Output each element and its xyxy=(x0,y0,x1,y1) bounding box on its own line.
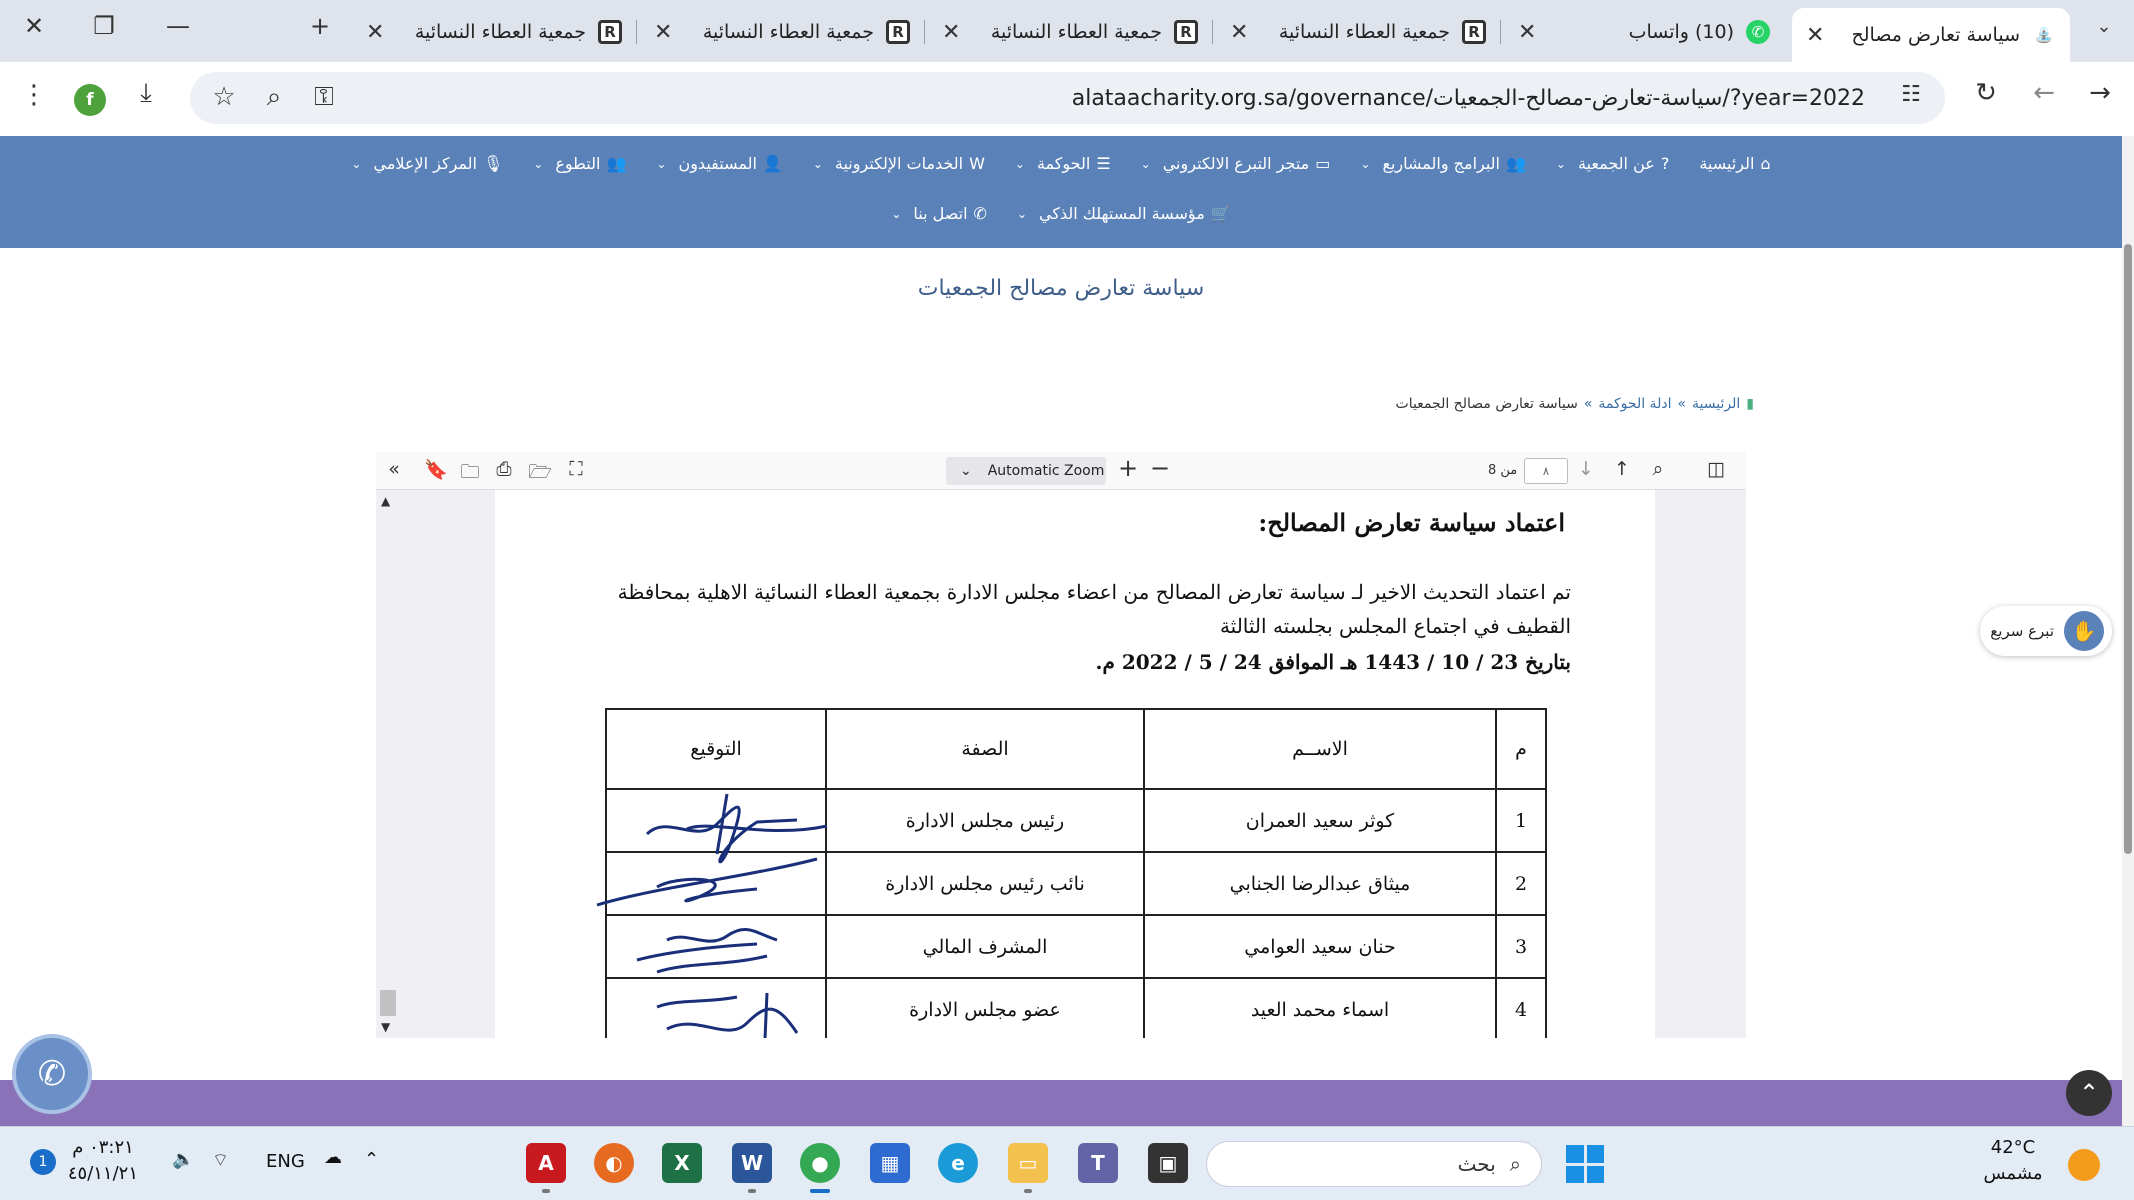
header-signature: التوقيع xyxy=(606,709,826,789)
tab-close-icon[interactable]: ✕ xyxy=(1806,22,1825,48)
row-signature xyxy=(606,978,826,1038)
r-icon: R xyxy=(1174,20,1198,44)
row-name: حنان سعيد العوامي xyxy=(1144,915,1496,978)
nav-item-home[interactable] xyxy=(1699,154,1770,173)
document-paragraph-line-1: تم اعتماد التحديث الاخير لـ سياسة تعارض المصالح من اعضاء مجلس الادارة بجمعية العطاء النسائية الاهلية بمحافظة xyxy=(617,580,1571,604)
users-icon: 👥 xyxy=(1505,154,1526,173)
print-icon[interactable]: ⎙ xyxy=(496,458,512,480)
excel-icon[interactable]: X xyxy=(662,1143,702,1183)
page-scroll-thumb[interactable] xyxy=(2124,244,2132,854)
group-icon: 👥 xyxy=(606,154,627,173)
r-icon: R xyxy=(886,20,910,44)
tab-divider xyxy=(1212,20,1213,44)
chevron-down-icon: ⌄ xyxy=(960,463,972,479)
zoom-value: Automatic Zoom xyxy=(987,463,1105,479)
tab-divider xyxy=(636,20,637,44)
tab-title: جمعية العطاء النسائية xyxy=(990,21,1162,43)
tab-close-icon[interactable]: ✕ xyxy=(1230,19,1249,45)
tab-title: جمعية العطاء النسائية xyxy=(414,21,586,43)
page-count: من 8 xyxy=(1488,463,1518,478)
row-number: 2 xyxy=(1496,852,1546,915)
open-file-icon[interactable]: 🗀 xyxy=(460,461,480,483)
tab-whatsapp[interactable] xyxy=(1504,8,1784,56)
document-paragraph-line-2: القطيف في اجتماع المجلس بجلسته الثالثة xyxy=(1219,614,1571,638)
windows-taskbar xyxy=(0,1126,2134,1200)
list-icon: ☰ xyxy=(1096,154,1111,173)
table-row xyxy=(606,915,1546,978)
phone-icon: ✆ xyxy=(973,204,987,223)
tab-close-icon[interactable]: ✕ xyxy=(1518,19,1537,45)
row-name: كوثر سعيد العمران xyxy=(1144,789,1496,852)
next-page-icon[interactable]: ↓ xyxy=(1578,458,1594,480)
row-signature xyxy=(606,915,826,978)
table-row xyxy=(606,852,1546,915)
page-title: سياسة تعارض مصالح الجمعيات xyxy=(917,276,1205,301)
breadcrumb-governance[interactable]: ادلة الحوكمة xyxy=(1598,396,1672,412)
browser-tab-strip xyxy=(0,0,2134,62)
cart-icon: 🛒 xyxy=(1210,204,1231,223)
acrobat-icon[interactable]: A xyxy=(526,1143,566,1183)
tab-title: جمعية العطاء النسائية xyxy=(1278,21,1450,43)
clock-time[interactable]: ٠٣:٢١ م xyxy=(72,1137,134,1158)
donate-hand-icon: ✋ xyxy=(2064,611,2104,651)
scroll-thumb[interactable] xyxy=(380,990,396,1016)
nav-item-users[interactable] xyxy=(1360,154,1526,173)
breadcrumb xyxy=(1396,396,1754,412)
chevron-up-icon: ⌃ xyxy=(2078,1079,2100,1107)
zoom-select[interactable] xyxy=(946,457,1106,485)
signature-table xyxy=(605,708,1547,1038)
pdf-viewer xyxy=(376,452,1746,1038)
wifi-icon[interactable]: ⌔ xyxy=(212,1150,229,1171)
language-indicator[interactable]: ENG xyxy=(266,1151,305,1172)
tab-3[interactable] xyxy=(640,8,924,56)
notification-badge[interactable]: 1 xyxy=(30,1149,56,1175)
nav-item-label: الرئيسية xyxy=(1699,154,1755,173)
zoom-in-icon[interactable]: + xyxy=(1117,454,1139,482)
cloud-icon[interactable]: ☁ xyxy=(324,1147,342,1168)
table-row xyxy=(606,978,1546,1038)
card-icon: ▭ xyxy=(1315,154,1331,173)
nav-item-list[interactable] xyxy=(1015,154,1111,173)
nav-item-card[interactable] xyxy=(1141,154,1331,173)
row-signature xyxy=(606,852,826,915)
tab-2[interactable] xyxy=(928,8,1212,56)
site-navigation xyxy=(0,136,2122,248)
table-row xyxy=(606,789,1546,852)
tab-search-chevron-icon[interactable]: ⌄ xyxy=(2096,16,2112,37)
download-icon[interactable]: ⤓ xyxy=(140,78,152,108)
nav-item-label: عن الجمعية xyxy=(1577,154,1655,173)
chevron-down-icon: ⌄ xyxy=(533,156,544,171)
row-name: اسماء محمد العيد xyxy=(1144,978,1496,1038)
nav-item-label: الحوكمة xyxy=(1036,154,1091,173)
tab-title: سياسة تعارض مصالح xyxy=(1851,24,2020,46)
user-icon: 👤 xyxy=(762,154,783,173)
password-key-icon[interactable]: ⚿ xyxy=(314,82,334,112)
windows-start-icon[interactable] xyxy=(1566,1145,1604,1183)
chevron-down-icon: ⌄ xyxy=(1555,156,1566,171)
tab-close-icon[interactable]: ✕ xyxy=(654,19,673,45)
previous-page-icon[interactable]: ↑ xyxy=(1614,458,1630,480)
scroll-down-icon[interactable]: ▼ xyxy=(381,1020,391,1034)
nav-row-2 xyxy=(0,204,2122,223)
volume-icon[interactable]: 🔈 xyxy=(172,1149,195,1170)
running-indicator xyxy=(1024,1189,1032,1193)
nav-row-1 xyxy=(0,154,2122,173)
running-indicator xyxy=(810,1189,830,1193)
mic-icon: 🎙 xyxy=(482,154,504,173)
footer-band xyxy=(0,1080,2122,1126)
document-heading: اعتماد سياسة تعارض المصالح: xyxy=(1258,508,1565,537)
nav-item-group[interactable] xyxy=(533,154,626,173)
r-icon: R xyxy=(1462,20,1486,44)
breadcrumb-separator-icon: » xyxy=(1677,396,1687,412)
document-date-line: بتاريخ 23 / 10 / 1443 هـ الموافق 24 / 5 / 2022 م. xyxy=(1095,650,1571,674)
clock-date[interactable]: ٤٥/١١/٢١ xyxy=(67,1163,138,1184)
row-number: 4 xyxy=(1496,978,1546,1038)
handwritten-signature xyxy=(597,973,837,1038)
nav-item-user[interactable] xyxy=(656,154,782,173)
tab-active[interactable] xyxy=(1792,8,2070,62)
zoom-icon[interactable]: ⌕ xyxy=(266,82,282,112)
chevron-down-icon: ⌄ xyxy=(1360,156,1371,171)
tab-title: (10) واتساب xyxy=(1628,21,1734,43)
new-tab-icon[interactable]: + xyxy=(309,12,331,40)
window-restore-icon[interactable]: ❐ xyxy=(93,12,115,40)
breadcrumb-home[interactable]: الرئيسية xyxy=(1692,396,1741,412)
whatsapp-icon: ✆ xyxy=(37,1054,67,1094)
page-scrollbar[interactable] xyxy=(2122,136,2134,1126)
menu-kebab-icon[interactable]: ⋮ xyxy=(21,80,47,110)
profile-avatar[interactable]: f xyxy=(74,84,106,116)
running-indicator xyxy=(748,1189,756,1193)
scroll-up-icon[interactable]: ▲ xyxy=(381,494,391,508)
row-role: المشرف المالي xyxy=(826,915,1144,978)
chrome-icon[interactable]: ● xyxy=(800,1143,840,1183)
row-number: 3 xyxy=(1496,915,1546,978)
site-settings-icon[interactable]: ☷ xyxy=(1901,82,1921,107)
teams-icon[interactable]: T xyxy=(1078,1143,1118,1183)
chevron-down-icon: ⌄ xyxy=(812,156,823,171)
window-close-icon[interactable]: ✕ xyxy=(23,12,45,40)
chevron-down-icon: ⌄ xyxy=(351,156,362,171)
tab-4[interactable] xyxy=(352,8,636,56)
scroll-to-top-button[interactable] xyxy=(2066,1070,2112,1116)
window-minimize-icon[interactable]: — xyxy=(166,12,190,40)
presentation-icon[interactable]: ⛶ xyxy=(569,458,583,480)
running-indicator xyxy=(542,1189,550,1193)
nav-item-phone[interactable] xyxy=(891,204,987,223)
chevron-down-icon: ⌄ xyxy=(1016,206,1027,221)
task-view-icon[interactable]: ▣ xyxy=(1148,1143,1188,1183)
nav-item-mic[interactable] xyxy=(351,154,503,173)
quick-donate-button[interactable] xyxy=(1980,606,2112,656)
chevron-down-icon: ⌄ xyxy=(1014,156,1025,171)
search-icon: ⌕ xyxy=(1509,1152,1521,1176)
r-icon: R xyxy=(598,20,622,44)
header-name: الاســم xyxy=(1144,709,1496,789)
nav-item-label: البرامج والمشاريع xyxy=(1382,154,1500,173)
tools-expand-icon[interactable]: « xyxy=(388,458,400,480)
sun-icon[interactable] xyxy=(2068,1149,2100,1181)
whatsapp-icon: ✆ xyxy=(1746,20,1770,44)
tab-close-icon[interactable]: ✕ xyxy=(942,19,961,45)
tray-chevron-up-icon[interactable]: ⌃ xyxy=(364,1149,380,1170)
row-role: نائب رئيس مجلس الادارة xyxy=(826,852,1144,915)
nav-item-label: الخدمات الإلكترونية xyxy=(834,154,964,173)
nav-item-label: اتصل بنا xyxy=(913,204,968,223)
word-icon[interactable]: W xyxy=(732,1143,772,1183)
home-icon: ⌂ xyxy=(1760,154,1771,173)
whatsapp-float-button[interactable] xyxy=(12,1034,92,1114)
tab-title: جمعية العطاء النسائية xyxy=(702,21,874,43)
header-role: الصفة xyxy=(826,709,1144,789)
table-header-row xyxy=(606,709,1546,789)
nav-item-label: مؤسسة المستهلك الذكي xyxy=(1039,204,1205,223)
question-icon: ? xyxy=(1660,154,1670,173)
breadcrumb-separator-icon: » xyxy=(1583,396,1593,412)
sidebar-toggle-icon[interactable]: ◫ xyxy=(1707,458,1725,480)
bookmark-icon[interactable]: 🔖 xyxy=(424,459,448,481)
edge-icon[interactable]: e xyxy=(938,1143,978,1183)
find-icon[interactable]: ⌕ xyxy=(1652,458,1664,480)
breadcrumb-current: سياسة تعارض مصالح الجمعيات xyxy=(1395,396,1578,412)
tab-divider xyxy=(1500,20,1501,44)
row-number: 1 xyxy=(1496,789,1546,852)
row-signature xyxy=(606,789,826,852)
zoom-out-icon[interactable]: − xyxy=(1149,454,1171,482)
quick-donate-label: تبرع سريع xyxy=(1990,622,2054,640)
pdf-toolbar xyxy=(376,452,1746,490)
nav-item-label: المركز الإعلامي xyxy=(373,154,477,173)
page-number-input[interactable]: ٨ xyxy=(1524,458,1568,484)
tab-1[interactable] xyxy=(1216,8,1500,56)
file-explorer-icon[interactable]: ▭ xyxy=(1008,1143,1048,1183)
taskbar-search[interactable] xyxy=(1206,1141,1542,1187)
nav-item-question[interactable] xyxy=(1556,154,1669,173)
address-bar[interactable] xyxy=(190,72,1945,124)
reload-icon[interactable]: ↻ xyxy=(1975,78,1997,108)
site-icon: ⛲ xyxy=(2034,26,2054,44)
pdf-scrollbar[interactable] xyxy=(376,490,400,1038)
temperature[interactable]: 42°C xyxy=(1990,1137,2036,1158)
bookmark-star-icon[interactable]: ☆ xyxy=(212,82,236,112)
url-text[interactable]: alataacharity.org.sa/governance/سياسة-تعارض-مصالح-الجمعيات/?year=2022 xyxy=(1071,86,1865,111)
chevron-down-icon: ⌄ xyxy=(1140,156,1151,171)
chevron-down-icon: ⌄ xyxy=(891,206,902,221)
row-name: ميثاق عبدالرضا الجنابي xyxy=(1144,852,1496,915)
row-role: رئيس مجلس الادارة xyxy=(826,789,1144,852)
row-role: عضو مجلس الادارة xyxy=(826,978,1144,1038)
search-placeholder: بحث xyxy=(1457,1152,1496,1176)
forward-arrow-icon[interactable]: → xyxy=(2089,78,2111,108)
chevron-down-icon: ⌄ xyxy=(656,156,667,171)
nav-item-label: التطوع xyxy=(555,154,601,173)
save-icon[interactable]: 🗁 xyxy=(528,461,552,483)
back-arrow-icon[interactable]: ← xyxy=(2033,78,2055,108)
nav-item-w[interactable] xyxy=(813,154,985,173)
nav-item-label: متجر التبرع الالكتروني xyxy=(1162,154,1310,173)
w-icon: W xyxy=(969,154,985,173)
browser-toolbar xyxy=(0,62,2134,136)
pdf-page xyxy=(495,490,1655,1038)
bookmark-icon: ▮ xyxy=(1746,396,1754,412)
tab-divider xyxy=(924,20,925,44)
nav-item-cart[interactable] xyxy=(1017,204,1231,223)
weather-condition[interactable]: مشمس xyxy=(1983,1163,2043,1184)
store-icon[interactable]: ▦ xyxy=(870,1143,910,1183)
tab-close-icon[interactable]: ✕ xyxy=(366,19,385,45)
header-number: م xyxy=(1496,709,1546,789)
nav-item-label: المستفيدون xyxy=(678,154,757,173)
firefox-icon[interactable]: ◐ xyxy=(594,1143,634,1183)
